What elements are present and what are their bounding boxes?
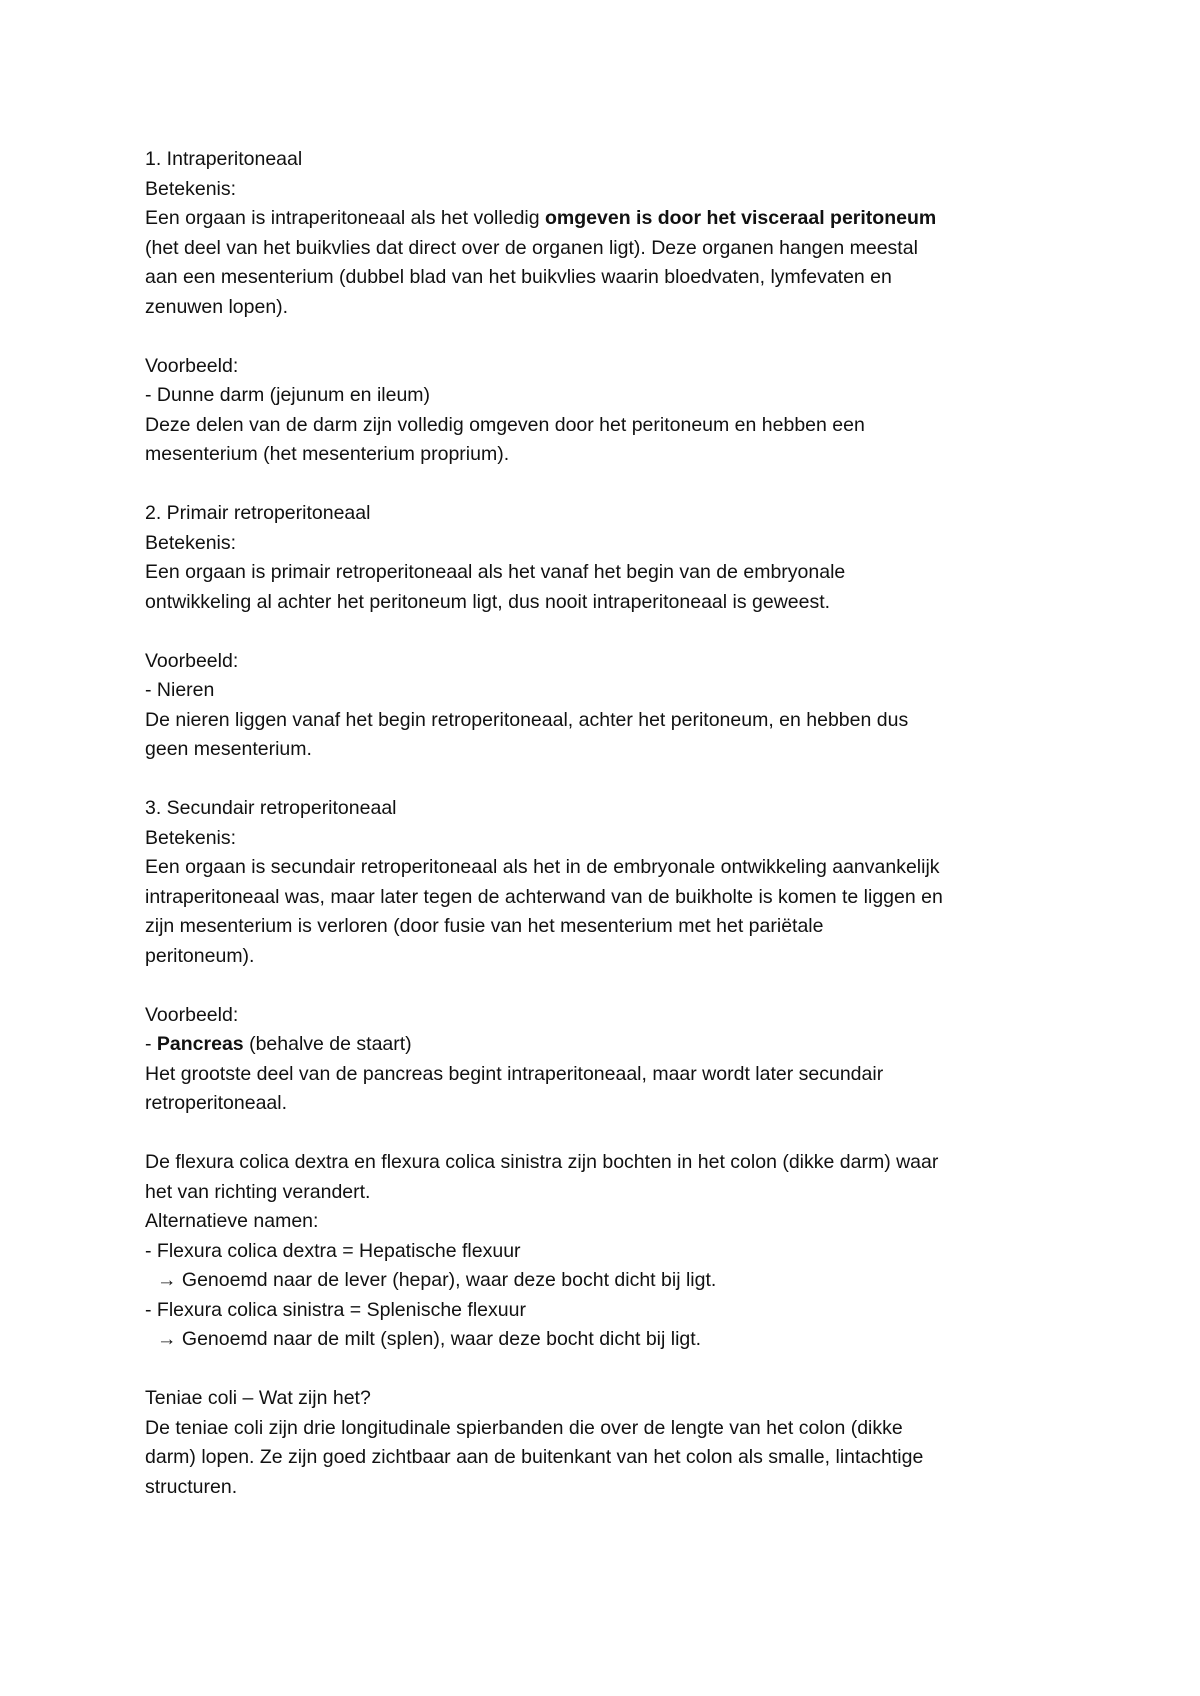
section-3-example-pancreas: Pancreas (156, 1033, 244, 1055)
flexura-paragraph-line-1: De flexura colica dextra en flexura colica sinistra zijn bochten in het colon (dikke darm) waar (145, 1151, 939, 1173)
section-1-example-item: - Dunne darm (jejunum en ileum) (145, 384, 431, 406)
spacer (145, 617, 1085, 647)
section-2-voorbeeld-label: Voorbeeld: (145, 649, 239, 672)
section-3-example-note: (behalve de staart) (243, 1033, 412, 1055)
section-1-definition-emphasis: omgeven is door het visceraal peritoneum (545, 207, 937, 229)
spacer (145, 971, 1085, 1001)
section-3-example-item (145, 1030, 1085, 1060)
spacer (145, 322, 1085, 352)
section-1-betekenis-label: Betekenis: (145, 177, 237, 200)
teniae-coli-heading: Teniae coli – Wat zijn het? (145, 1387, 371, 1409)
teniae-coli-line-3: structuren. (145, 1475, 238, 1498)
section-3-betekenis-label: Betekenis: (145, 826, 237, 849)
section-1-definition-text: Een orgaan is intraperitoneaal als het volledig (145, 207, 546, 229)
flexura-paragraph-line-2: het van richting verandert. (145, 1180, 371, 1203)
section-3-example-line-1: Het grootste deel van de pancreas begint intraperitoneaal, maar wordt later secundair (145, 1062, 884, 1085)
section-3-voorbeeld-label: Voorbeeld: (145, 1003, 239, 1026)
section-1-example-line-2: mesenterium (het mesenterium proprium). (145, 443, 510, 465)
flexura-sinistra-item: - Flexura colica sinistra = Splenische flexuur (145, 1298, 526, 1321)
section-3-definition-line-2: intraperitoneaal was, maar later tegen de achterwand van de buikholte is komen te liggen en (145, 885, 943, 908)
section-2-betekenis-label: Betekenis: (145, 531, 237, 554)
section-2-definition-line-2: ontwikkeling al achter het peritoneum ligt, dus nooit intraperitoneaal is geweest. (145, 590, 831, 613)
spacer (145, 470, 1085, 500)
spacer (145, 1119, 1085, 1149)
section-2-example-line-2: geen mesenterium. (145, 738, 312, 760)
section-3-heading: 3. Secundair retroperitoneaal (145, 797, 397, 819)
section-1-example-line-1: Deze delen van de darm zijn volledig omgeven door het peritoneum en hebben een (145, 413, 865, 436)
section-2-example-line-1: De nieren liggen vanaf het begin retroperitoneaal, achter het peritoneum, en hebben dus (145, 708, 909, 731)
section-1-heading: 1. Intraperitoneaal (145, 148, 303, 170)
section-1-definition-line-3: aan een mesenterium (dubbel blad van het buikvlies waarin bloedvaten, lymfevaten en (145, 266, 892, 288)
section-1-definition-line-2: (het deel van het buikvlies dat direct over de organen ligt). Deze organen hangen meestal (145, 236, 918, 259)
section-1-definition-line-4: zenuwen lopen). (145, 295, 289, 318)
flexura-sinistra-explanation: → Genoemd naar de milt (splen), waar deze bocht dicht bij ligt. (157, 1328, 702, 1350)
section-1-definition-line-1 (145, 204, 1085, 234)
alternative-names-label: Alternatieve namen: (145, 1210, 319, 1232)
flexura-dextra-item: - Flexura colica dextra = Hepatische flexuur (145, 1239, 521, 1262)
section-1-voorbeeld-label: Voorbeeld: (145, 354, 239, 377)
section-3-example-line-2: retroperitoneaal. (145, 1092, 288, 1114)
section-2-definition-line-1: Een orgaan is primair retroperitoneaal als het vanaf het begin van de embryonale (145, 561, 846, 583)
spacer (145, 765, 1085, 795)
document-page (145, 145, 1085, 1502)
teniae-coli-line-2: darm) lopen. Ze zijn goed zichtbaar aan de buitenkant van het colon als smalle, lintachtige (145, 1446, 924, 1468)
spacer (145, 1355, 1085, 1385)
section-2-example-item: - Nieren (145, 679, 215, 701)
teniae-coli-line-1: De teniae coli zijn drie longitudinale spierbanden die over de lengte van het colon (dikke (145, 1416, 903, 1439)
section-3-definition-line-3: zijn mesenterium is verloren (door fusie van het mesenterium met het pariëtale (145, 915, 824, 937)
section-3-definition-line-1: Een orgaan is secundair retroperitoneaal als het in de embryonale ontwikkeling aanvankelijk (145, 856, 940, 878)
section-3-definition-line-4: peritoneum). (145, 944, 255, 967)
flexura-dextra-explanation: → Genoemd naar de lever (hepar), waar deze bocht dicht bij ligt. (157, 1269, 717, 1291)
section-3-example-dash: - (145, 1033, 157, 1055)
section-2-heading: 2. Primair retroperitoneaal (145, 502, 371, 524)
